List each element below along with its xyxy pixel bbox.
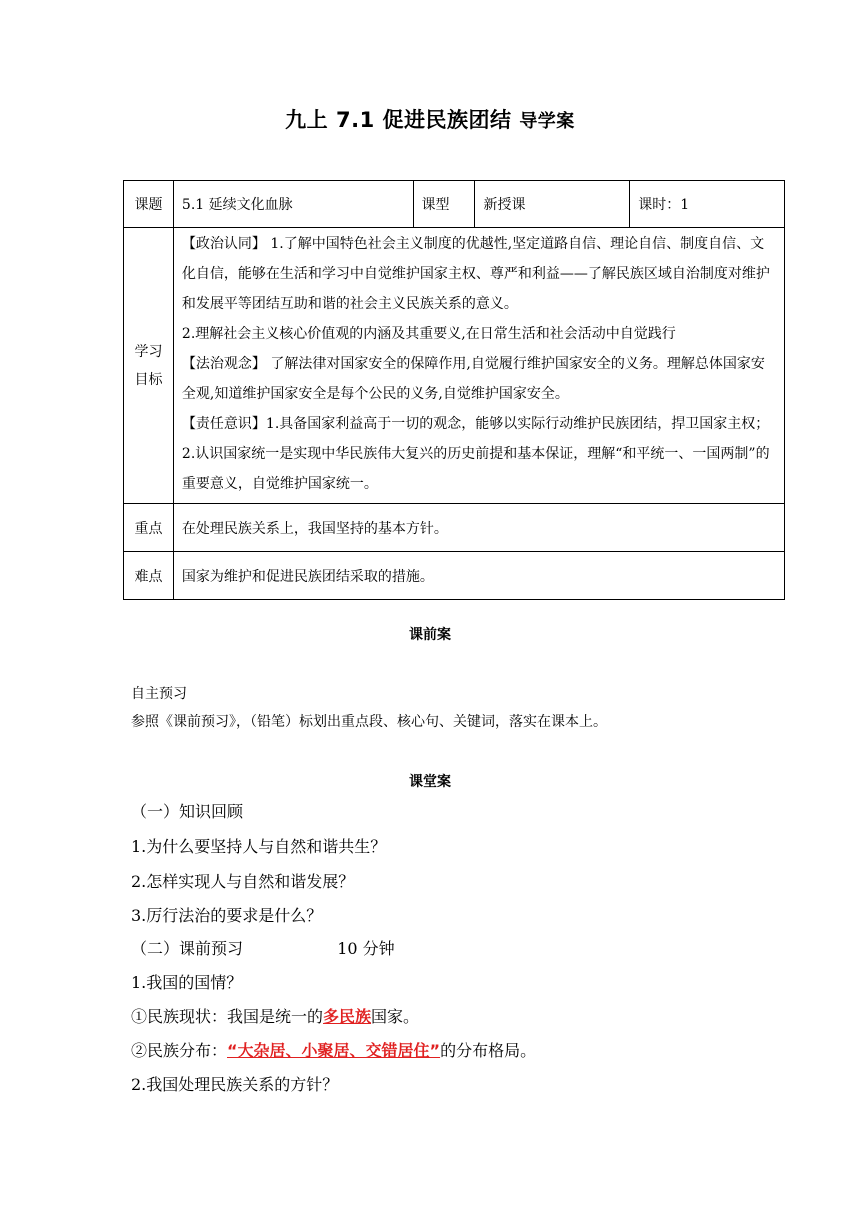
preview-heading: （二）课前预习 <box>131 939 244 958</box>
title-sub: 导学案 <box>519 111 575 132</box>
ethnic-status-prefix: ①民族现状：我国是统一的 <box>131 1007 324 1026</box>
question-national-conditions: 1.我国的国情？ <box>131 973 243 992</box>
review-question-1: 1.为什么要坚持人与自然和谐共生？ <box>131 837 387 856</box>
pre-class-heading: 课前案 <box>409 627 451 643</box>
objective-values: 2.理解社会主义核心价值观的内涵及其重要义,在日常生活和社会活动中自觉践行 <box>181 326 676 342</box>
topic-value: 5.1 延续文化血脉 <box>173 181 413 228</box>
in-class-heading: 课堂案 <box>409 774 451 790</box>
page-title <box>0 104 860 134</box>
objective-legal: 【法治观念】 了解法律对国家安全的保障作用,自觉履行维护国家安全的义务。理解总体国家安全观,知道维护国家安全是每个公民的义务,自觉维护国家安全。 <box>181 356 765 402</box>
key-point-value: 在处理民族关系上，我国坚持的基本方针。 <box>173 504 784 552</box>
type-value: 新授课 <box>475 181 630 228</box>
objective-responsibility: 【责任意识】1.具备国家利益高于一切的观念，能够以实际行动维护民族团结，捍卫国家主权；2.认识国家统一是实现中华民族伟大复兴的历史前提和基本保证，理解“和平统一、一国两制”的重要意义，自觉维护国家统一。 <box>181 416 770 492</box>
preview-instruction: 参照《课前预习》，（铅笔）标划出重点段、核心句、关键词，落实在课本上。 <box>131 714 607 730</box>
class-hours: 课时：1 <box>630 181 785 228</box>
objectives-content <box>173 228 784 504</box>
difficult-point-label: 难点 <box>124 552 174 600</box>
title-main: 九上 7.1 促进民族团结 <box>285 108 512 132</box>
objective-political: 【政治认同】 1.了解中国特色社会主义制度的优越性,坚定道路自信、理论自信、制度自信、文化自信，能够在生活和学习中自觉维护国家主权、尊严和利益——了解民族区域自治制度对维护和发展平等团结互助和谐的社会主义民族关系的意义。 <box>181 236 770 312</box>
ethnic-status-suffix: 国家。 <box>371 1007 420 1026</box>
ethnic-distribution-answer: “大杂居、小聚居、交错居住” <box>227 1041 441 1060</box>
topic-row <box>124 181 785 228</box>
review-question-2: 2.怎样实现人与自然和谐发展？ <box>131 872 355 891</box>
ethnic-distribution-prefix: ②民族分布： <box>131 1041 228 1060</box>
type-label: 课型 <box>413 181 475 228</box>
review-question-3: 3.厉行法治的要求是什么？ <box>131 906 323 925</box>
preview-time: 10 分钟 <box>337 939 395 958</box>
objectives-label <box>124 228 174 504</box>
key-point-label: 重点 <box>124 504 174 552</box>
ethnic-distribution-suffix: 的分布格局。 <box>440 1041 537 1060</box>
question-ethnic-policy: 2.我国处理民族关系的方针？ <box>131 1075 339 1094</box>
ethnic-status-answer: 多民族 <box>323 1007 372 1026</box>
review-heading: （一）知识回顾 <box>131 802 244 821</box>
preview-heading-line <box>131 936 395 959</box>
lesson-info-table <box>123 180 785 600</box>
difficult-point-value: 国家为维护和促进民族团结采取的措施。 <box>173 552 784 600</box>
ethnic-distribution-item <box>131 1038 536 1061</box>
objectives-label-line1: 学习 <box>134 343 163 360</box>
objectives-label-line2: 目标 <box>134 371 163 388</box>
topic-label: 课题 <box>124 181 174 228</box>
key-point-row <box>124 504 785 552</box>
self-preview-label: 自主预习 <box>131 686 187 702</box>
difficult-point-row <box>124 552 785 600</box>
objectives-row <box>124 228 785 504</box>
ethnic-status-item <box>131 1004 419 1027</box>
